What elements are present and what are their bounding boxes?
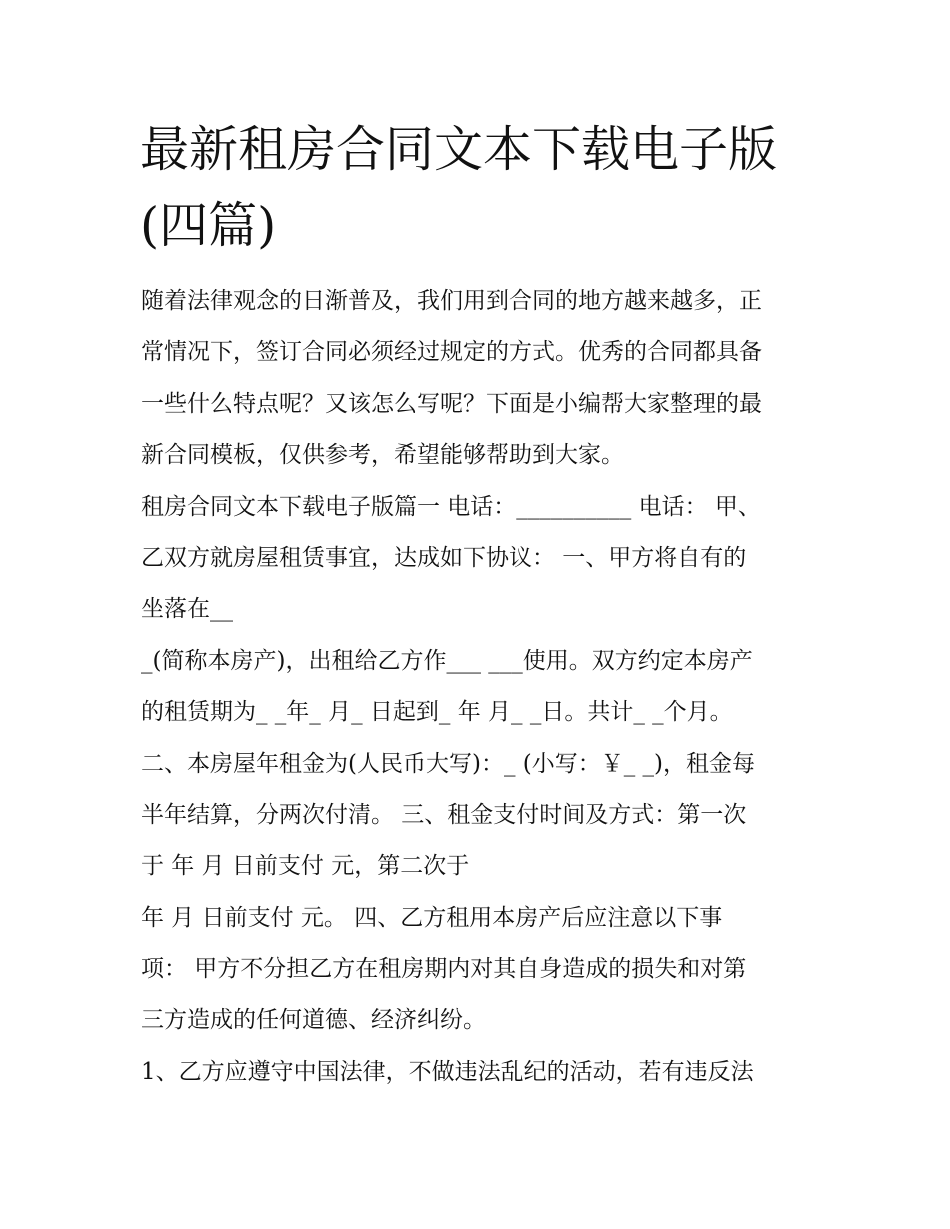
body-line-10: 二、本房屋年租金为(人民币大写)：_ (小写：￥_ _)，租金每 xyxy=(141,750,756,777)
body-line-2: 常情况下，签订合同必须经过规定的方式。优秀的合同都具备 xyxy=(141,339,762,366)
title-line-2: (四篇) xyxy=(140,197,277,254)
body-line-4: 新合同模板，仅供参考，希望能够帮助到大家。 xyxy=(141,442,624,469)
body-line-14: 项： 甲方不分担乙方在租房期内对其自身造成的损失和对第 xyxy=(141,956,747,983)
document-body xyxy=(141,276,821,1098)
body-line-15: 三方造成的任何道德、经济纠纷。 xyxy=(141,1007,486,1034)
body-line-1: 随着法律观念的日渐普及，我们用到合同的地方越来越多，正 xyxy=(141,288,762,314)
title-line-1: 最新租房合同文本下载电子版 xyxy=(140,121,778,178)
body-line-6: 乙双方就房屋租赁事宜，达成如下协议： 一、甲方将自有的 xyxy=(141,544,747,571)
document-title xyxy=(140,112,820,264)
body-line-11: 半年结算，分两次付清。 三、租金支付时间及方式：第一次 xyxy=(141,801,747,828)
body-line-5: 租房合同文本下载电子版篇一 电话：__________ 电话： 甲、 xyxy=(141,493,761,520)
body-line-12: 于 年 月 日前支付 元，第二次于 xyxy=(141,853,470,880)
body-line-8: _(简称本房产)，出租给乙方作___ ___使用。双方约定本房产 xyxy=(141,647,753,674)
body-line-3: 一些什么特点呢？又该怎么写呢？下面是小编帮大家整理的最 xyxy=(141,390,762,417)
body-line-9: 的租赁期为_ _年_ 月_ 日起到_ 年 月_ _日。共计_ _个月。 xyxy=(141,699,733,726)
body-line-13: 年 月 日前支付 元。 四、乙方租用本房产后应注意以下事 xyxy=(141,904,723,931)
body-line-16: 1、乙方应遵守中国法律，不做违法乱纪的活动，若有违反法 xyxy=(141,1058,754,1085)
body-line-7: 坐落在__ xyxy=(141,596,233,623)
